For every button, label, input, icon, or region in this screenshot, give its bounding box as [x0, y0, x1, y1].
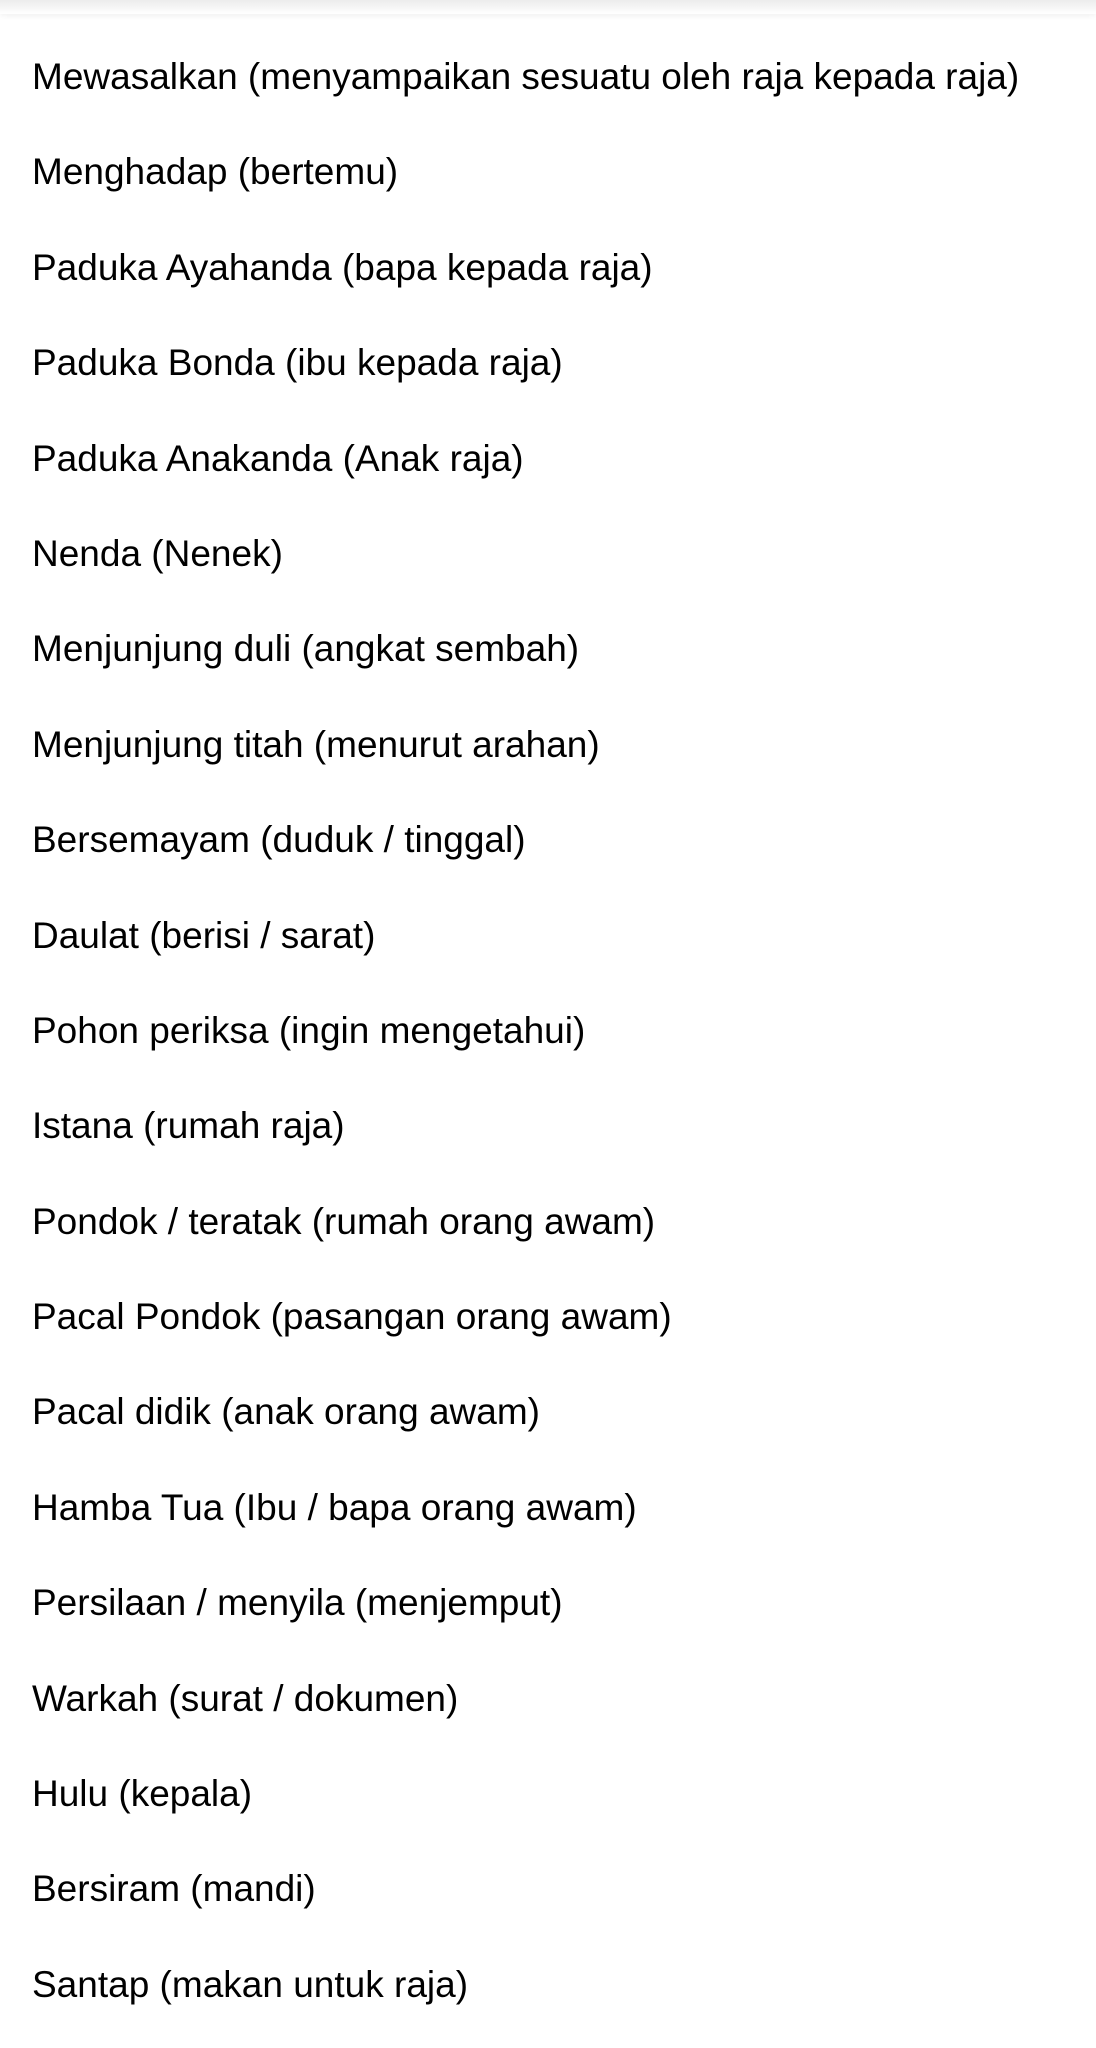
list-item: Menghadap (bertemu) [32, 151, 399, 193]
top-bar [0, 0, 1096, 14]
list-item: Menjunjung duli (angkat sembah) [32, 628, 580, 670]
list-item: Mewasalkan (menyampaikan sesuatu oleh raja kepada raja) [32, 56, 1020, 97]
list-item: Hulu (kepala) [32, 1773, 253, 1815]
list-item: Istana (rumah raja) [32, 1105, 345, 1147]
list-item: Bersemayam (duduk / tinggal) [32, 819, 526, 861]
list-item: Hamba Tua (Ibu / bapa orang awam) [32, 1486, 637, 1528]
list-item: Persilaan / menyila (menjemput) [32, 1582, 563, 1624]
list-item: Pacal didik (anak orang awam) [32, 1391, 540, 1433]
list-item: Menjunjung titah (menurut arahan) [32, 723, 600, 765]
list-item: Bersiram (mandi) [32, 1868, 316, 1910]
list-item: Santap (makan untuk raja) [32, 1963, 469, 2005]
list-item: Pohon periksa (ingin mengetahui) [32, 1009, 586, 1051]
list-item: Pondok / teratak (rumah orang awam) [32, 1200, 656, 1242]
list-item: Nenda (Nenek) [32, 532, 283, 574]
list-item: Warkah (surat / dokumen) [32, 1677, 459, 1719]
list-item: Pacal Pondok (pasangan orang awam) [32, 1296, 672, 1338]
list-item: Paduka Bonda (ibu kepada raja) [32, 342, 563, 384]
list-item: Daulat (berisi / sarat) [32, 914, 376, 956]
list-item: Paduka Ayahanda (bapa kepada raja) [32, 246, 653, 288]
list-item: Paduka Anakanda (Anak raja) [32, 437, 524, 479]
term-list [0, 38, 1096, 2041]
